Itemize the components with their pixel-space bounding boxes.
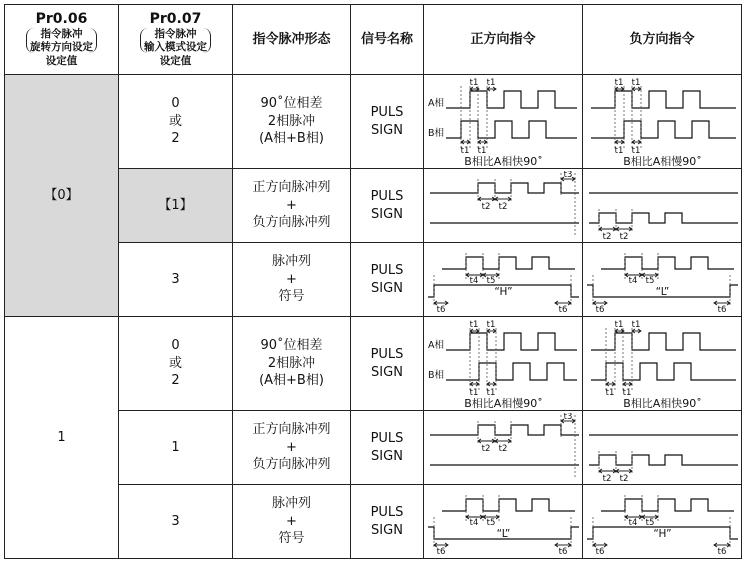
pulse-form-line: + <box>286 439 297 455</box>
t1-label: t1 <box>605 387 614 398</box>
puls-waveform <box>601 257 734 269</box>
signal-name <box>351 75 424 169</box>
timing-waveform <box>426 245 581 315</box>
timing-waveform <box>426 76 581 168</box>
negative-command-diagram <box>583 485 742 559</box>
positive-command-diagram <box>424 75 583 169</box>
sign-level-label: “H” <box>652 527 672 540</box>
pulse-form-line: 负方向脉冲列 <box>252 215 331 231</box>
t1-label: t1 <box>614 77 623 88</box>
signal-name-line: SIGN <box>371 364 403 380</box>
pulse-form-line: 符号 <box>278 531 305 547</box>
input-mode-setting-line: 3 <box>171 513 180 529</box>
signal-name-line: SIGN <box>371 280 403 296</box>
timing-waveform <box>585 76 740 168</box>
table-row <box>5 317 742 411</box>
pr006-code: Pr0.06 <box>35 11 88 28</box>
input-mode-setting-line: 或 <box>168 355 182 371</box>
header-pr006 <box>5 5 119 75</box>
pulse-form <box>233 485 351 559</box>
t2-label: t2 <box>619 473 628 483</box>
timing-waveform <box>585 318 740 410</box>
t6-label: t6 <box>595 546 604 557</box>
phase-a-waveform <box>591 333 736 350</box>
t6-label: t6 <box>436 304 445 315</box>
positive-command-diagram <box>424 411 583 485</box>
pulse-input-mode-table <box>4 4 742 559</box>
input-mode-setting <box>119 485 233 559</box>
puls-waveform <box>442 257 575 269</box>
phase-a-waveform <box>591 91 736 108</box>
puls-waveform <box>442 499 575 511</box>
positive-command-diagram <box>424 169 583 243</box>
t4-label: t4 <box>469 517 478 528</box>
input-mode-setting-line: 【1】 <box>158 197 193 213</box>
phase-relation-caption: B相比A相慢90˚ <box>622 154 702 168</box>
puls-waveform <box>601 499 734 511</box>
sign-waveform <box>589 455 738 465</box>
pulse-form <box>233 243 351 317</box>
rotation-direction-setting: 【0】 <box>5 75 119 317</box>
pr007-line1: 指令脉冲 <box>154 28 197 41</box>
header-signal-name: 信号名称 <box>351 5 424 75</box>
input-mode-setting <box>119 75 233 169</box>
t2-label: t2 <box>619 231 628 241</box>
signal-name-line: SIGN <box>371 206 403 222</box>
t3-label: t3 <box>563 170 572 180</box>
header-pr007 <box>119 5 233 75</box>
pulse-form-line: 符号 <box>278 289 305 305</box>
t1-label: t1 <box>486 387 495 398</box>
input-mode-setting <box>119 169 233 243</box>
signal-name-line: PULS <box>370 188 404 204</box>
timing-waveform <box>585 245 740 315</box>
pr007-line2: 输入模式设定 <box>144 40 207 53</box>
t5-label: t5 <box>486 275 495 286</box>
t1-label: t1 <box>469 77 478 88</box>
t5-label: t5 <box>645 275 654 286</box>
pr006-paren <box>26 28 97 53</box>
t1-label: t1 <box>477 145 486 156</box>
t1-label: t1 <box>622 387 631 398</box>
phase-relation-caption: B相比A相快90˚ <box>463 154 543 168</box>
t1-label: t1 <box>460 145 469 156</box>
t3-label: t3 <box>563 412 572 422</box>
negative-command-diagram <box>583 169 742 243</box>
input-mode-setting-line: 2 <box>171 373 180 389</box>
positive-command-diagram <box>424 243 583 317</box>
phase-b-label: B相 <box>427 369 444 381</box>
sign-level-label: “L” <box>496 527 510 540</box>
signal-name <box>351 169 424 243</box>
signal-name-line: PULS <box>370 430 404 446</box>
timing-waveform <box>426 318 581 410</box>
pulse-form <box>233 75 351 169</box>
timing-waveform <box>585 171 740 241</box>
header-pulse-form: 指令脉冲形态 <box>233 5 351 75</box>
header-negative-command: 负方向指令 <box>583 5 742 75</box>
timing-waveform <box>426 487 581 557</box>
signal-name-line: SIGN <box>371 448 403 464</box>
pulse-form-line: + <box>286 197 297 213</box>
t6-label: t6 <box>595 304 604 315</box>
t2-label: t2 <box>498 201 507 212</box>
phase-relation-caption: B相比A相快90˚ <box>622 396 702 410</box>
pulse-form <box>233 169 351 243</box>
pr006-line3: 设定值 <box>45 55 78 68</box>
input-mode-setting-line: 0 <box>171 96 180 112</box>
input-mode-setting-line: 3 <box>171 271 180 287</box>
signal-name-line: SIGN <box>371 122 403 138</box>
t1-label: t1 <box>469 387 478 398</box>
pulse-form-line: 2相脉冲 <box>267 113 316 129</box>
signal-name <box>351 243 424 317</box>
pulse-form-line: 正方向脉冲列 <box>252 422 331 438</box>
negative-command-diagram <box>583 411 742 485</box>
t2-label: t2 <box>481 201 490 212</box>
phase-b-waveform <box>591 121 736 138</box>
phase-a-label: A相 <box>427 97 444 109</box>
input-mode-setting <box>119 243 233 317</box>
phase-b-waveform <box>446 121 577 138</box>
pulse-form-line: (A相+B相) <box>259 373 324 389</box>
phase-b-waveform <box>446 363 577 380</box>
t6-label: t6 <box>558 546 567 557</box>
t1-label: t1 <box>614 319 623 330</box>
t1-label: t1 <box>631 319 640 330</box>
phase-a-waveform <box>446 333 577 350</box>
t4-label: t4 <box>469 275 478 286</box>
signal-name <box>351 317 424 411</box>
timing-waveform <box>426 171 581 241</box>
pr006-line2: 旋转方向设定 <box>30 40 93 53</box>
t1-label: t1 <box>631 145 640 156</box>
negative-command-diagram <box>583 75 742 169</box>
t1-label: t1 <box>486 319 495 330</box>
input-mode-setting <box>119 317 233 411</box>
pulse-form-line: 负方向脉冲列 <box>252 457 331 473</box>
t1-label: t1 <box>486 77 495 88</box>
phase-a-waveform <box>446 91 577 108</box>
timing-waveform <box>426 413 581 483</box>
pr007-paren <box>140 28 211 53</box>
negative-command-diagram <box>583 317 742 411</box>
phase-b-waveform <box>591 363 736 380</box>
input-mode-setting-line: 或 <box>168 113 182 129</box>
pulse-form <box>233 411 351 485</box>
input-mode-setting-line: 2 <box>171 131 180 147</box>
input-mode-setting-line: 0 <box>171 338 180 354</box>
input-mode-setting <box>119 411 233 485</box>
signal-name-line: SIGN <box>371 522 403 538</box>
pulse-form <box>233 317 351 411</box>
table-row <box>5 75 742 169</box>
signal-name-line: PULS <box>370 104 404 120</box>
sign-level-label: “H” <box>493 285 513 298</box>
t2-label: t2 <box>498 443 507 454</box>
negative-command-diagram <box>583 243 742 317</box>
pulse-form-line: 90˚位相差 <box>260 338 323 354</box>
t4-label: t4 <box>628 275 637 286</box>
pulse-form-line: + <box>286 513 297 529</box>
phase-b-label: B相 <box>427 127 444 139</box>
timing-waveform <box>585 413 740 483</box>
t2-label: t2 <box>602 231 611 241</box>
pr007-line3: 设定值 <box>159 55 192 68</box>
pulse-form-line: 2相脉冲 <box>267 355 316 371</box>
pulse-form-line: 正方向脉冲列 <box>252 180 331 196</box>
pulse-form-line: + <box>286 271 297 287</box>
t2-label: t2 <box>602 473 611 483</box>
t5-label: t5 <box>645 517 654 528</box>
signal-name-line: PULS <box>370 346 404 362</box>
phase-a-label: A相 <box>427 339 444 351</box>
signal-name-line: PULS <box>370 262 404 278</box>
timing-waveform <box>585 487 740 557</box>
rotation-direction-setting: 1 <box>5 317 119 559</box>
pr007-code: Pr0.07 <box>149 11 202 28</box>
t5-label: t5 <box>486 517 495 528</box>
sign-level-label: “L” <box>655 285 669 298</box>
t2-label: t2 <box>481 443 490 454</box>
signal-name <box>351 411 424 485</box>
phase-relation-caption: B相比A相慢90˚ <box>463 396 543 410</box>
t4-label: t4 <box>628 517 637 528</box>
signal-name <box>351 485 424 559</box>
t1-label: t1 <box>614 145 623 156</box>
positive-command-diagram <box>424 317 583 411</box>
pr006-line1: 指令脉冲 <box>40 28 83 41</box>
t6-label: t6 <box>558 304 567 315</box>
signal-name-line: PULS <box>370 504 404 520</box>
t6-label: t6 <box>717 304 726 315</box>
positive-command-diagram <box>424 485 583 559</box>
pulse-form-line: 90˚位相差 <box>260 96 323 112</box>
puls-waveform <box>430 425 579 435</box>
input-mode-setting-line: 1 <box>171 439 180 455</box>
pulse-form-line: 脉冲列 <box>271 496 311 512</box>
t1-label: t1 <box>631 77 640 88</box>
header-positive-command: 正方向指令 <box>424 5 583 75</box>
pulse-form-line: 脉冲列 <box>271 254 311 270</box>
t1-label: t1 <box>469 319 478 330</box>
pulse-form-line: (A相+B相) <box>259 131 324 147</box>
t6-label: t6 <box>436 546 445 557</box>
puls-waveform <box>430 183 579 193</box>
sign-waveform <box>589 213 738 223</box>
t6-label: t6 <box>717 546 726 557</box>
